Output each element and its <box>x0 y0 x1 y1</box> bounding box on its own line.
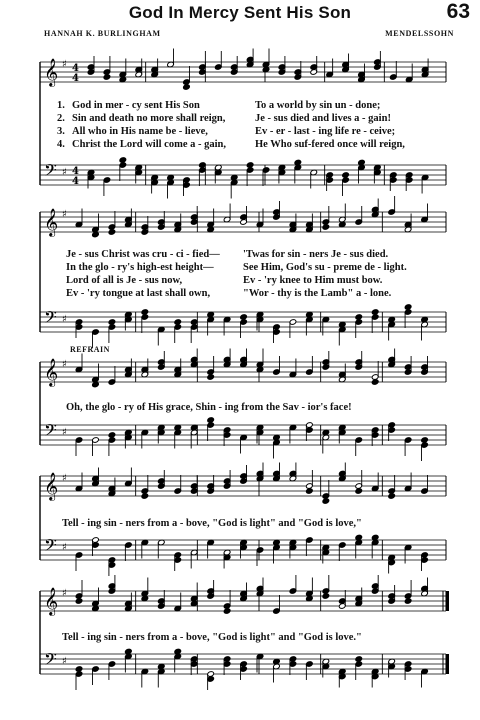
note-head <box>322 593 330 600</box>
time-signature: 4 <box>72 73 79 84</box>
lyric-line: 4. Christ the Lord will come a - gain, He Who suf-fered once will reign, <box>57 139 405 150</box>
treble-clef: 𝄞 <box>44 208 59 236</box>
note-head <box>404 304 412 311</box>
note-head <box>103 74 111 81</box>
note-head <box>355 314 363 321</box>
refrain-lyric-3: Tell - ing sin - ners from a - bove, "God is light" and "God is love." <box>62 632 362 643</box>
bass-clef: 𝄢 <box>44 160 57 184</box>
note-head <box>355 488 363 495</box>
final-bar <box>446 591 449 611</box>
key-signature: ♯ <box>62 542 67 553</box>
lyric-line: 3. All who in His name be - lieve, Ev - er - last - ing life re - ceive; <box>57 126 396 137</box>
note-head <box>207 374 215 381</box>
hymn-number: 63 <box>446 0 470 23</box>
bass-clef: 𝄢 <box>44 649 57 673</box>
note-head <box>322 224 330 231</box>
key-signature: ♯ <box>62 314 67 325</box>
note-head <box>223 608 231 615</box>
note-head <box>342 172 350 179</box>
treble-clef: 𝄞 <box>44 472 59 500</box>
key-signature: ♯ <box>62 427 67 438</box>
key-signature: ♯ <box>62 359 67 370</box>
hymn-title: God In Mercy Sent His Son <box>128 3 352 22</box>
lyric-line: 1. God in mer - cy sent His Son To a world by sin un - done; <box>57 100 381 111</box>
lyric-line: 2. Sin and death no more shall reign, Je - sus died and lives a - gain! <box>57 113 391 124</box>
lyric-line: Je - sus Christ was cru - ci - fied— 'Twas for sin - ners Je - sus died. <box>66 249 389 260</box>
note-head <box>174 319 182 326</box>
key-signature: ♯ <box>62 209 67 220</box>
lyric-line: In the glo - ry's high-est height— See Him, God's su - preme de - light. <box>66 262 407 273</box>
refrain-lyric-2: Tell - ing sin - ners from a - bove, "God is light" and "God is love," <box>62 518 362 529</box>
bass-clef: 𝄢 <box>44 535 57 559</box>
treble-clef: 𝄞 <box>44 587 59 615</box>
composer-credit: MENDELSSOHN <box>385 29 454 38</box>
final-bar <box>446 654 449 674</box>
note-head <box>404 598 412 605</box>
note-head <box>421 437 429 444</box>
note-head <box>119 157 127 164</box>
key-signature: ♯ <box>62 656 67 667</box>
time-signature: 4 <box>72 166 79 177</box>
note-head <box>75 598 83 605</box>
note-head <box>75 666 83 673</box>
note-head <box>371 309 379 316</box>
note-head <box>190 319 198 326</box>
note-head <box>108 319 116 326</box>
note-head <box>183 84 191 91</box>
refrain-label: REFRAIN <box>70 345 110 354</box>
note-head <box>141 493 149 500</box>
treble-clef: 𝄞 <box>44 58 59 86</box>
note-head <box>141 309 149 316</box>
key-signature: ♯ <box>62 167 67 178</box>
lyric-line: Ev - 'ry tongue at last shall own, "Wor - thy is the Lamb" a - lone. <box>66 288 392 299</box>
key-signature: ♯ <box>62 473 67 484</box>
note-head <box>246 162 254 169</box>
bass-clef: 𝄢 <box>44 420 57 444</box>
refrain-lyric-1: Oh, the glo - ry of His grace, Shin - ing from the Sav - ior's face! <box>66 402 352 413</box>
key-signature: ♯ <box>62 59 67 70</box>
note-head <box>240 314 248 321</box>
note-head <box>322 498 330 505</box>
note-head <box>207 417 215 424</box>
note-head <box>388 493 396 500</box>
time-signature: 4 <box>72 176 79 187</box>
lyric-line: Lord of all is Je - sus now, Ev - 'ry knee to Him must bow. <box>66 275 383 286</box>
author-credit: HANNAH K. BURLINGHAM <box>44 29 161 38</box>
note-head <box>355 656 363 663</box>
note-head <box>306 488 314 495</box>
key-signature: ♯ <box>62 588 67 599</box>
note-head <box>371 379 379 386</box>
note-head <box>108 432 116 439</box>
time-signature: 4 <box>72 63 79 74</box>
bass-clef: 𝄢 <box>44 307 57 331</box>
treble-clef: 𝄞 <box>44 358 59 386</box>
note-head <box>108 229 116 236</box>
